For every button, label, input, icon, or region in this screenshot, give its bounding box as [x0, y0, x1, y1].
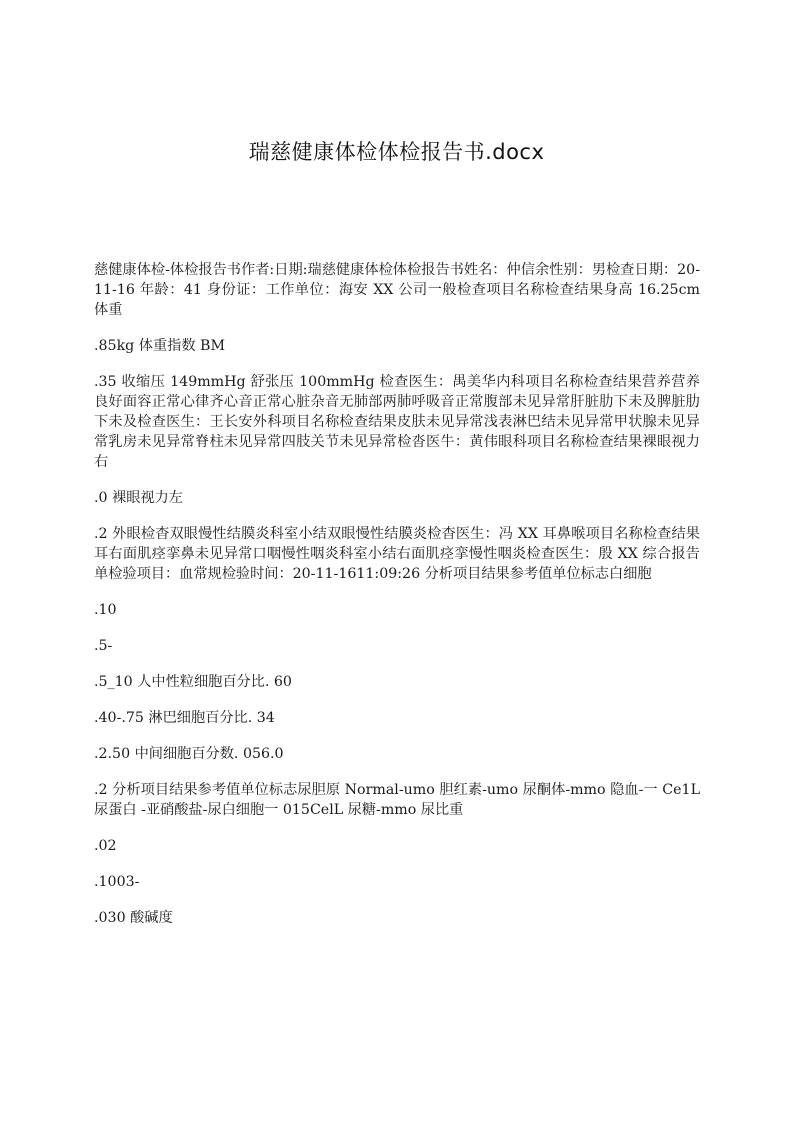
paragraph-mid-cell: .2.50 中间细胞百分数. 056.0 [94, 746, 284, 762]
document-title: 瑞慈健康体检体检报告书.docx [248, 140, 545, 164]
paragraph-value-1: .10 [94, 602, 117, 618]
paragraph-exam-results: .35 收缩压 149mmHg 舒张压 100mmHg 检查医生：禺美华内科项目名称检查结果营养营养良好面容正常心律齐心音正常心脏杂音无肺部两肺呼吸音正常腹部未见异常肝脏肋下未及脾脏肋下未及检查医生：王长安外科项目名称检查结果皮肤未见异常浅表淋巴结未见异常甲状腺未见异常乳房未见异常脊柱未见异常四肢关节未见异常检沓医牛：黄伟眼科项目名称检查结果裸眼视力右 [94, 374, 700, 470]
paragraph-lymphocyte: .40-.75 淋巴细胞百分比. 34 [94, 710, 275, 726]
paragraph-ent-report: .2 外眼检杳双眼慢性结膜炎科室小结双眼慢性结膜炎检杳医生：冯 XX 耳鼻喉项目名称检查结果耳右面肌痉挛鼻未见异常口咽慢性咽炎科室小结右面肌痉挛慢性咽炎检查医生：殷 XX 综合报告单检验项目：血常规检验时间：20-11-1611:09:26 分析项目结果参考值单位标志白细胞 [94, 526, 700, 582]
paragraph-ph: .030 酸碱度 [94, 910, 173, 926]
paragraph-urine-analysis: .2 分析项目结果参考值单位标志尿胆原 Normal-umo 胆红素-umo 尿酮体-mmo 隐血-一 Ce1L 尿蛋白 -亚硝酸盐-尿白细胞一 015CelL 尿糖-mmo 尿比重 [94, 782, 700, 818]
paragraph-value-4: .1003- [94, 874, 140, 890]
paragraph-weight: .85kg 体重指数 BM [94, 338, 225, 354]
paragraph-neutrophil: .5_10 人中性粒细胞百分比. 60 [94, 674, 292, 690]
paragraph-vision-left: .0 裸眼视力左 [94, 490, 183, 506]
paragraph-intro: 慈健康体检-体检报告书作者:日期:瑞慈健康体检体检报告书姓名：仲信余性别：男检查日期：20-11-16 年龄：41 身份证：工作单位：海安 XX 公司一般检查项目名称检查结果身高 16.25cm 体重 [94, 262, 700, 318]
document-body [94, 260, 700, 944]
paragraph-value-2: .5- [94, 638, 113, 654]
paragraph-value-3: .02 [94, 838, 117, 854]
